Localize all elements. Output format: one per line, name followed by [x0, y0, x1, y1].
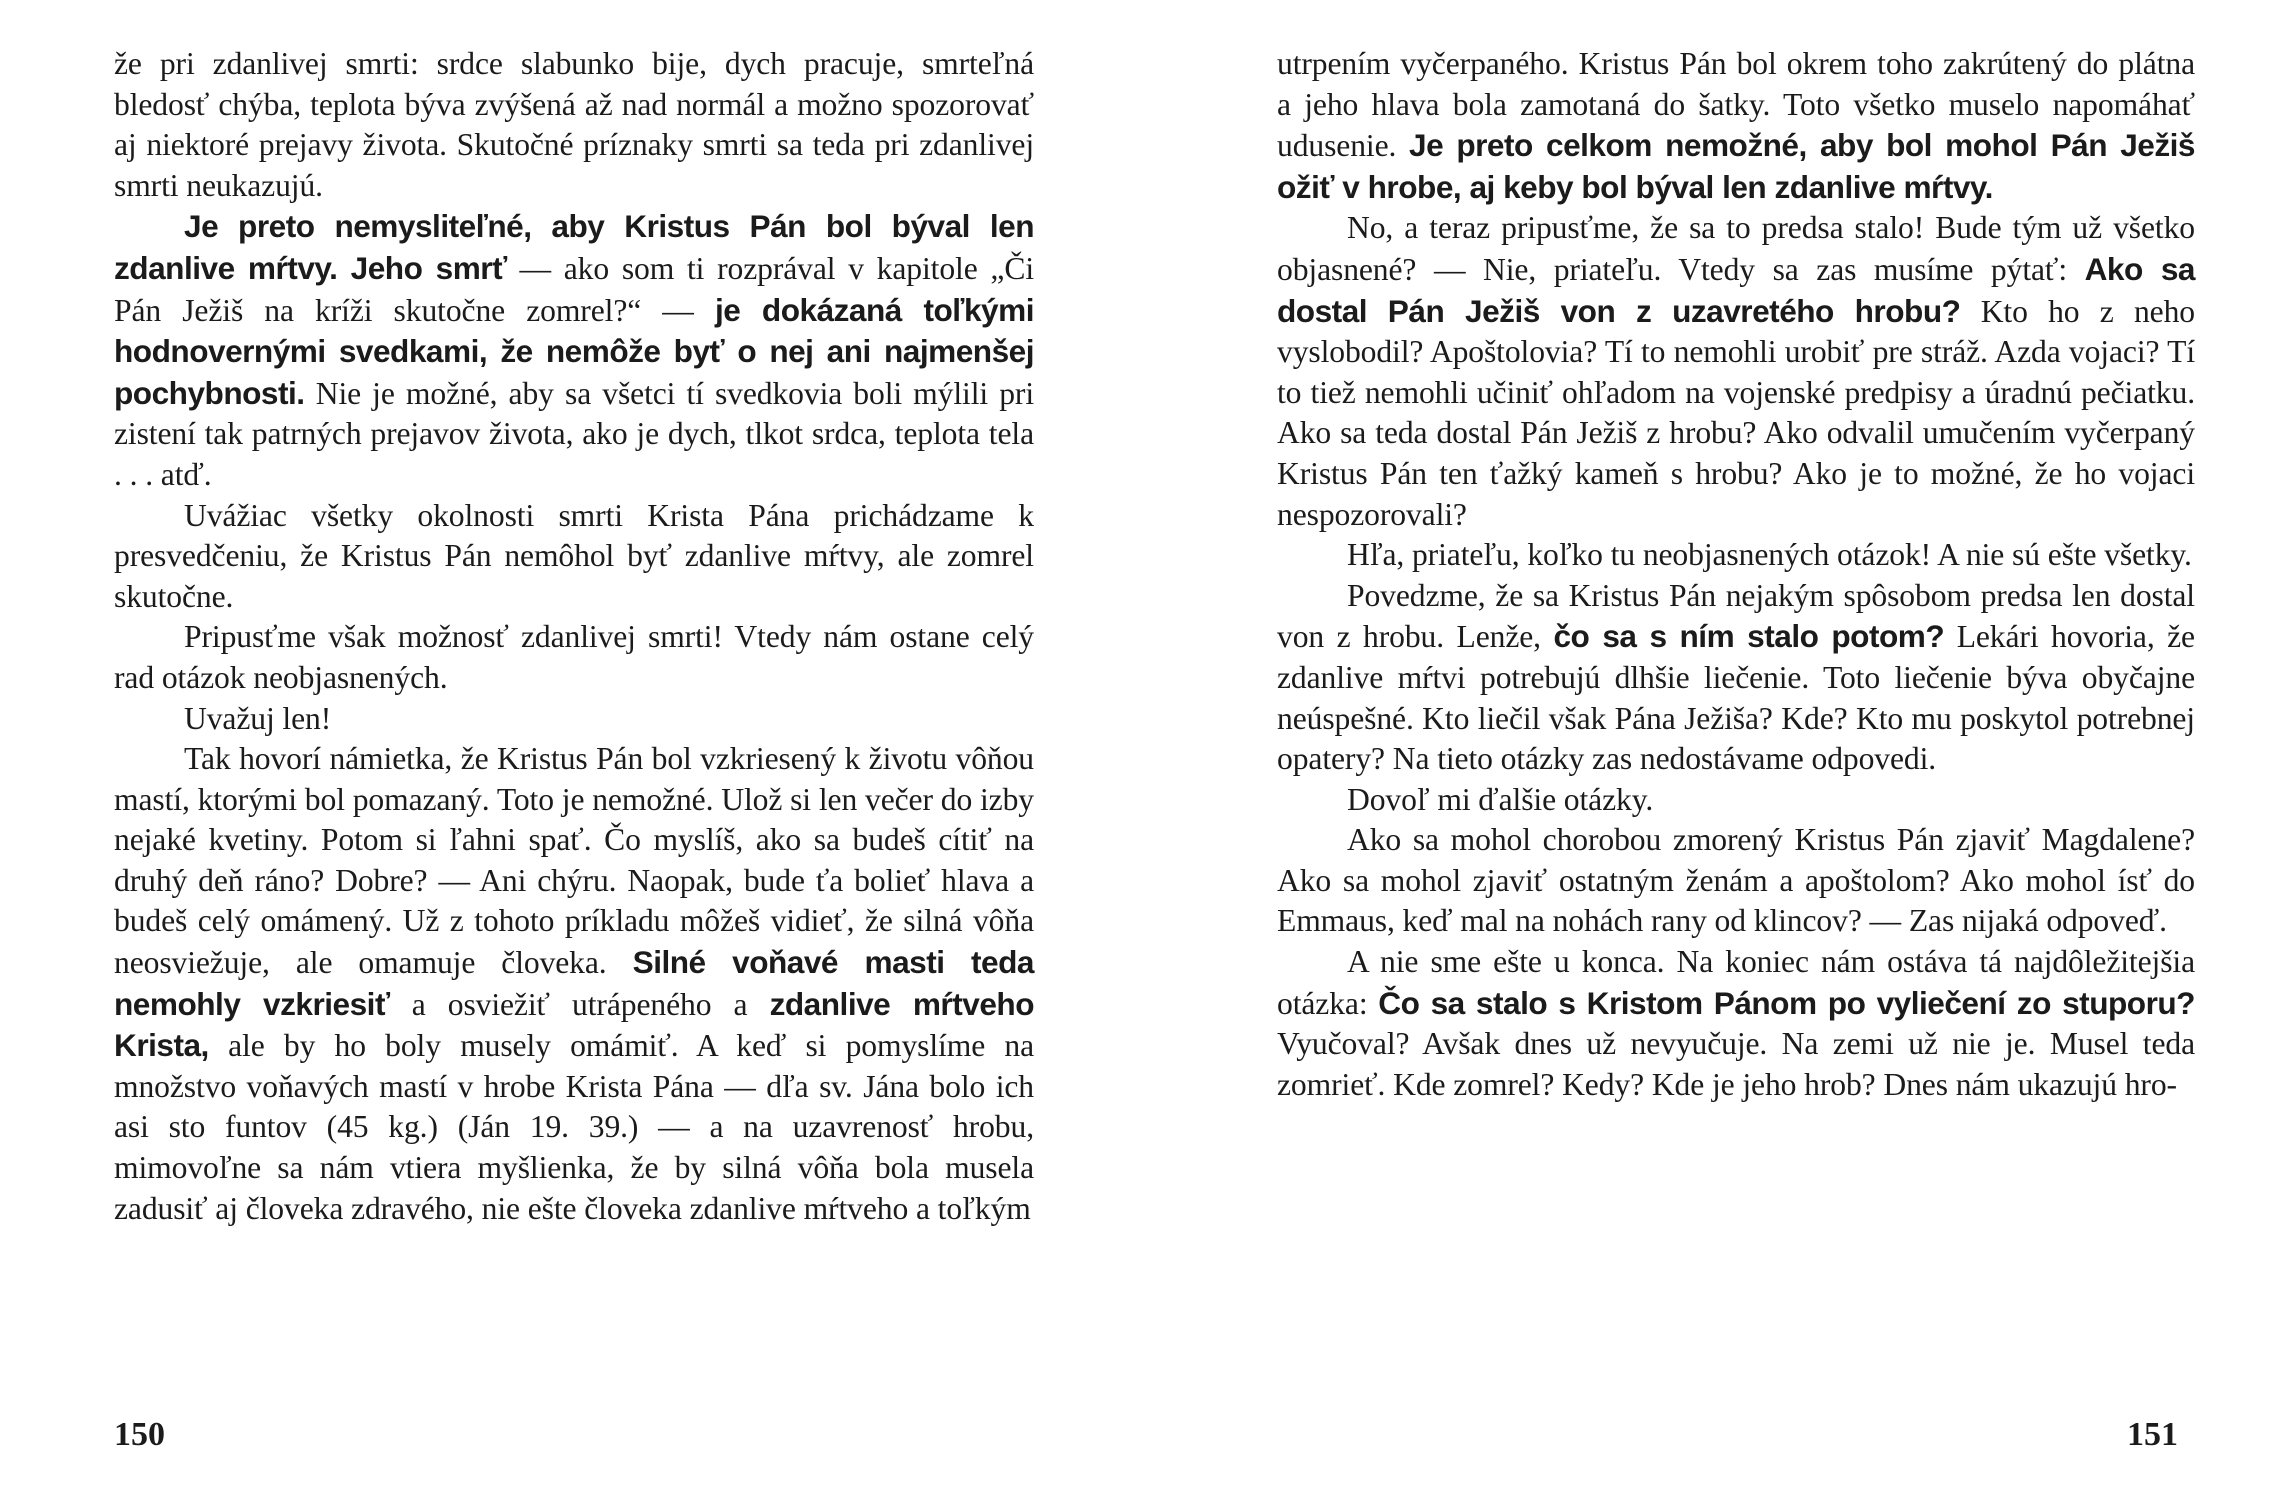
bold-text-run: zdanlive mŕtveho Krista, — [114, 985, 1034, 1064]
bold-text-run: je dokázaná toľkými hodnovernými svedkami, že nemôže byť o nej ani najmenšej pochybnosti. — [114, 291, 1034, 411]
paragraph — [1277, 535, 2195, 576]
paragraph — [114, 206, 1034, 495]
paragraph — [114, 44, 1034, 206]
bold-text-run: Silné voňavé masti teda nemohly vzkriesiť — [114, 944, 1034, 1022]
paragraph — [114, 496, 1034, 618]
paragraph — [1277, 208, 2195, 535]
right-page-number: 151 — [2127, 1416, 2178, 1453]
text-run: Uvažuj len! — [184, 700, 332, 736]
text-run: Vyučoval? Avšak dnes už nevyučuje. Na zemi už nie je. Musel teda zomrieť. Kde zomrel? Kedy? Kde je jeho hrob? Dnes nám ukazujú hro- — [1277, 1026, 2195, 1102]
left-page-number: 150 — [114, 1416, 165, 1453]
text-run: No, a teraz pripusťme, že sa to predsa stalo! Bude tým už všetko objasnené? — Nie, priateľu. Vtedy sa zas musíme pýtať: — [1277, 210, 2195, 287]
text-run: Uvážiac všetky okolnosti smrti Krista Pána prichádzame k presvedčeniu, že Kristus Pán nemôhol byť zdanlive mŕtvy, ale zomrel skutočne. — [114, 497, 1034, 614]
paragraph — [114, 617, 1034, 698]
bold-text-run: Čo sa stalo s Kristom Pánom po vyliečení zo stuporu? — [1378, 984, 2195, 1021]
text-run: utrpením vyčerpaného. Kristus Pán bol okrem toho zakrútený do plátna a jeho hlava bola zamotaná do šatky. Toto všetko muselo napomáhať udusenie. — [1277, 46, 2195, 164]
paragraph — [1277, 820, 2195, 942]
text-run: ale by ho boly musely omámiť. A keď si pomyslíme na množstvo voňavých mastí v hrobe Krista Pána — dľa sv. Jána bolo ich asi sto funtov (45 kg.) (Ján 19. 39.) — a na uzavrenosť hrobu, mimovoľne sa nám vtiera myšlienka, že by silná vôňa bola musela zadusiť aj človeka zdravého, nie ešte človeka zdanlive mŕtveho a toľkým — [114, 1028, 1034, 1226]
text-run: A nie sme ešte u konca. Na koniec nám ostáva tá najdôležitejšia otázka: — [1277, 944, 2195, 1021]
text-run: Nie je možné, aby sa všetci tí svedkovia boli mýlili pri zistení tak patrných prejavov života, ako je dych, tlkot srdca, teplota tela . . . atď. — [114, 375, 1034, 492]
text-run: Dovoľ mi ďalšie otázky. — [1347, 781, 1654, 817]
text-run: Ako sa mohol chorobou zmorený Kristus Pán zjaviť Magdalene? Ako sa mohol zjaviť ostatným ženám a apoštolom? Ako mohol ísť do Emmaus, keď mal na nohách rany od klincov? — Zas nijaká odpoveď. — [1277, 822, 2195, 939]
bold-text-run: čo sa s ním stalo potom? — [1553, 618, 1945, 655]
text-run: Povedzme, že sa Kristus Pán nejakým spôsobom predsa len dostal von z hrobu. Lenže, — [1277, 577, 2195, 655]
bold-text-run: Je preto nemysliteľné, aby Kristus Pán bol býval len zdanlive mŕtvy. Jeho smrť — [114, 208, 1034, 286]
text-run: — ako som ti rozprával v kapitole „Či Pán Ježiš na kríži skutočne zomrel?“ — — [114, 250, 1034, 328]
text-run: Lekári hovoria, že zdanlive mŕtvi potrebujú dlhšie liečenie. Toto liečenie býva obyčajne neúspešné. Kto liečil však Pána Ježiša? Kde? Kto mu poskytol potrebnej opatery? Na tieto otázky zas nedostávame odpovedi. — [1277, 619, 2195, 777]
text-run: že pri zdanlivej smrti: srdce slabunko bije, dych pracuje, smrteľná bledosť chýba, teplota býva zvýšená až nad normál a možno spozorovať aj niektoré prejavy života. Skutočné príznaky smrti sa teda pri zdanlivej smrti neukazujú. — [114, 46, 1034, 203]
paragraph — [1277, 942, 2195, 1105]
text-run: Kto ho z neho vyslobodil? Apoštolovia? Tí to nemohli urobiť pre stráž. Azda vojaci? Tí to tiež nemohli učiniť ohľadom na vojenské predpisy a úradnú pečiatku. Ako sa teda dostal Pán Ježiš z hrobu? Ako odvalil umučením vyčerpaný Kristus Pán ten ťažký kameň s hrobu? Ako je to možné, že ho vojaci nespozorovali? — [1277, 293, 2195, 532]
text-run: Tak hovorí námietka, že Kristus Pán bol vzkriesený k životu vôňou mastí, ktorými bol pomazaný. Toto je nemožné. Ulož si len večer do izby nejaké kvetiny. Potom si ľahni spať. Čo myslíš, ako sa budeš cítiť na druhý deň ráno? Dobre? — Ani chýru. Naopak, bude ťa bolieť hlava a budeš celý omámený. Už z tohoto príkladu môžeš vidieť, že silná vôňa neosviežuje, ale omamuje človeka. — [114, 741, 1034, 981]
paragraph — [114, 739, 1034, 1229]
text-run: a osviežiť utrápeného a — [389, 986, 770, 1022]
right-page — [1277, 44, 2195, 1105]
paragraph — [1277, 44, 2195, 208]
bold-text-run: Je preto celkom nemožné, aby bol mohol Pán Ježiš ožiť v hrobe, aj keby bol býval len zdanlive mŕtvy. — [1277, 127, 2195, 205]
paragraph — [114, 699, 1034, 740]
paragraph — [1277, 576, 2195, 780]
text-run: Hľa, priateľu, koľko tu neobjasnených otázok! A nie sú ešte všetky. — [1347, 537, 2192, 573]
bold-text-run: Ako sa dostal Pán Ježiš von z uzavretého hrobu? — [1277, 250, 2195, 329]
paragraph — [1277, 780, 2195, 821]
left-page — [114, 44, 1034, 1229]
text-run: Pripusťme však možnosť zdanlivej smrti! Vtedy nám ostane celý rad otázok neobjasnených. — [114, 619, 1034, 695]
